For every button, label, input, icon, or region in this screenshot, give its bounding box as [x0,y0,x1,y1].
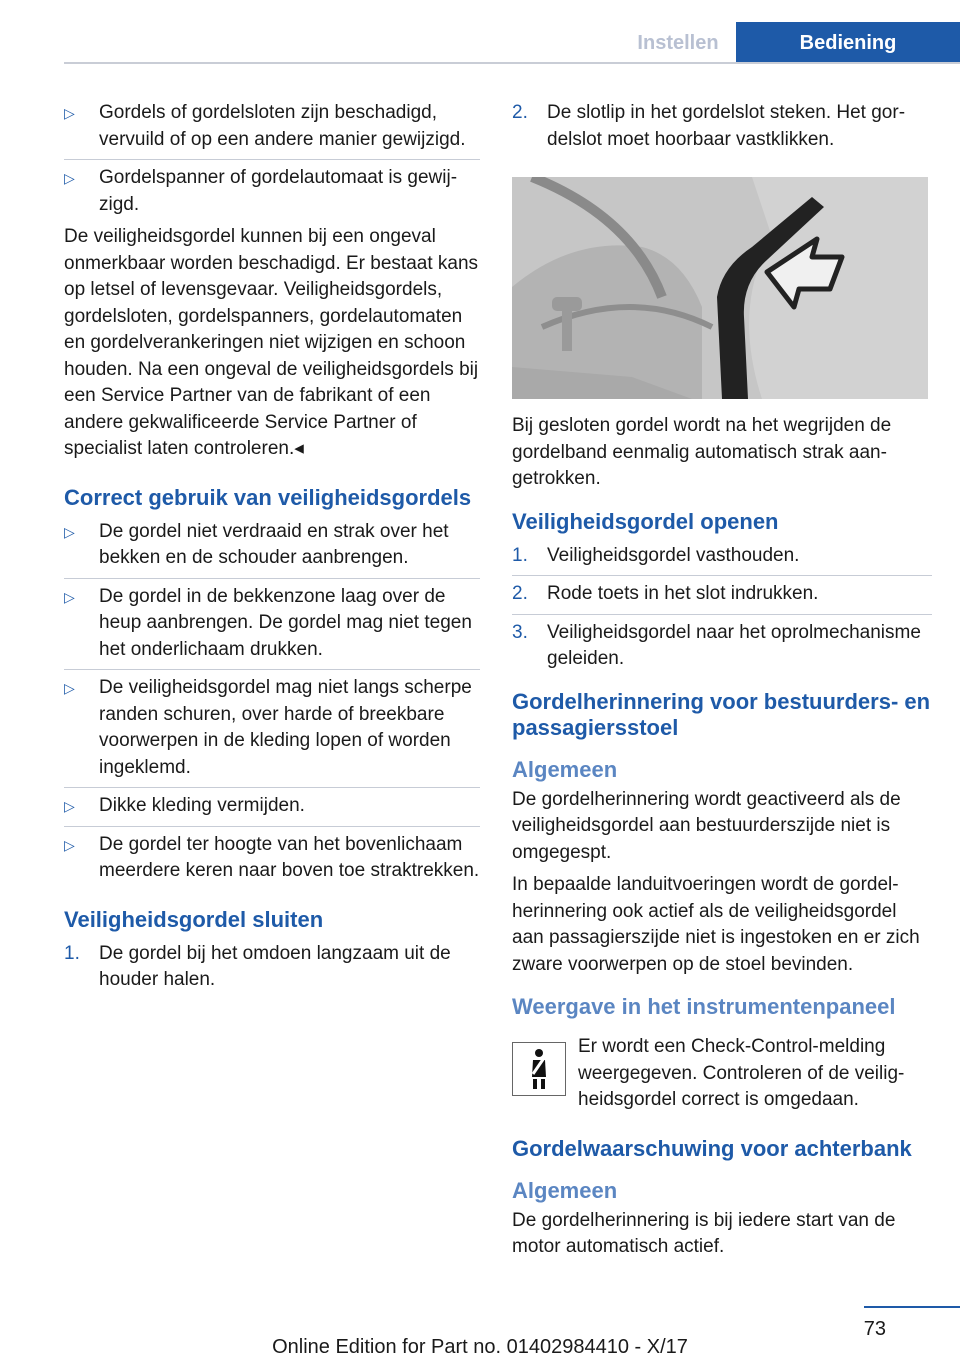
heading-achterbank: Gordelwaarschuwing voor achterbank [512,1135,912,1161]
triangle-bullet-icon: ▷ [64,170,75,186]
list-item-text: De gordel ter hoogte van het bovenlichaam meerdere keren naar boven toe straktrekken. [99,833,480,881]
heading-gordelherinnering: Gordelherinnering voor bestuurders- en passagiersstoel [512,688,931,740]
paragraph-algemeen-2: In bepaalde landuitvoeringen wordt de gordelherinnering ook actief als de veiligheidsgordel aan passagierszijde niet is ingestoken en er zich zware voorwerpen op de stoel bevinden. [512,874,920,975]
numbered-step [512,100,932,153]
edition-footer: Online Edition for Part no. 01402984410 - X/17 [272,1336,688,1358]
list-item [64,669,480,781]
indicator-description: Er wordt een Check-Control-melding weergegeven. Controleren of de veiligheidsgordel correct is omgedaan. [578,1036,905,1110]
seatbelt-illustration-svg [512,177,928,399]
subheading-algemeen: Algemeen [512,756,618,782]
triangle-bullet-icon: ▷ [64,588,75,605]
page-number: 73 [863,1318,886,1340]
list-item [64,787,480,820]
step-text: Rode toets in het slot indrukken. [547,583,819,604]
step-text: Veiligheidsgordel naar het oprolmechanisme geleiden. [547,621,921,669]
heading-gordel-openen: Veiligheidsgordel openen [512,508,779,534]
left-column [64,100,480,1000]
numbered-step [512,614,932,673]
right-column [512,100,932,1267]
heading-gordel-sluiten: Veiligheidsgordel sluiten [64,906,324,932]
triangle-bullet-icon: ▷ [64,105,75,121]
seatbelt-warning-icon [512,1042,566,1096]
list-item-text: De veiligheidsgordel mag niet langs scherpe randen schuren, over harde of breekbare voorwerpen in de kleding lopen of worden ingeklemd. [99,677,472,778]
heading-correct-gebruik: Correct gebruik van veiligheidsgordels [64,484,472,510]
step-number: 2. [512,102,528,123]
numbered-step [64,941,480,994]
step-number: 3. [512,621,528,643]
subheading-weergave: Weergave in het instrumentenpaneel [512,994,896,1019]
list-item [64,578,480,664]
triangle-bullet-icon: ▷ [64,523,75,540]
indicator-row [512,1034,932,1114]
numbered-step [512,575,932,608]
step-text: Veiligheidsgordel vasthouden. [547,544,800,566]
seatbelt-buckle-illustration [512,177,928,399]
footer-rule [864,1306,960,1308]
list-item [64,100,480,153]
triangle-bullet-icon: ▷ [64,798,75,814]
paragraph-algemeen-3: De gordelherinnering is bij iedere start van de motor automatisch actief. [512,1209,896,1257]
list-item [64,519,480,572]
triangle-bullet-icon: ▷ [64,680,75,696]
list-item-text: Dikke kleding vermijden. [99,795,305,816]
step-number: 2. [512,583,528,604]
step-text: De slotlip in het gordelslot steken. Het gordelslot moet hoorbaar vastklikken. [547,102,906,150]
subheading-algemeen: Algemeen [512,1177,618,1203]
numbered-step [512,543,932,570]
list-item-text: De gordel niet verdraaid en strak over het bekken en de schouder aanbrengen. [99,520,449,568]
header-rule [64,62,960,64]
step-text: De gordel bij het omdoen langzaam uit de houder halen. [99,942,451,990]
triangle-bullet-icon: ▷ [64,836,75,853]
step-number: 1. [512,544,528,566]
list-item-text: Gordelspanner of gordelautomaat is gewijzigd. [99,167,458,215]
paragraph-after-figure: Bij gesloten gordel wordt na het wegrijden de gordelband eenmalig automatisch strak aangetrokken. [512,415,892,489]
warning-paragraph: De veiligheidsgordel kunnen bij een ongeval onmerkbaar worden beschadigd. Er bestaat kans op letsel of levensgevaar. Veiligheidsgordels, gordelsloten, gordelspanners, gordelautomaten en gordelverankeringen niet wijzigen en schoon houden. Na een ongeval de veiligheidsgordels bij een Service Partner van de fabrikant of een andere gekwalificeerde Service Partner of specialist laten controleren.◂ [64,226,479,459]
list-item-text: De gordel in de bekkenzone laag over de heup aanbrengen. De gordel mag niet tegen het onderlichaam drukken. [99,585,472,660]
seatbelt-warning-icon-svg [513,1043,565,1095]
tab-bediening[interactable]: Bediening [736,22,960,62]
list-item [64,826,480,885]
list-item [64,159,480,218]
list-item-text: Gordels of gordelsloten zijn beschadigd, vervuild of op een andere manier gewijzigd. [99,102,466,150]
tab-instellen[interactable]: Instellen [637,32,719,54]
paragraph-algemeen-1: De gordelherinnering wordt geactiveerd als de veiligheidsgordel aan bestuurderszijde niet is omgegespt. [512,788,901,863]
step-number: 1. [64,942,80,964]
